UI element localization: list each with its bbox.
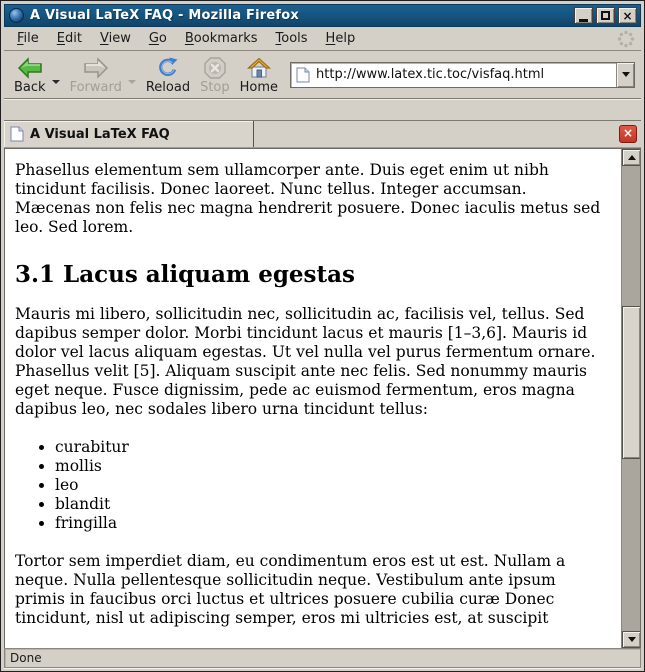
list-item: • mollis [55,457,605,476]
url-bar[interactable] [290,62,635,88]
menu-bookmarks[interactable]: Bookmarks [184,31,258,46]
reload-label: Reload [145,79,191,95]
menu-edit[interactable]: Edit [56,31,82,46]
back-button[interactable] [10,53,50,97]
tab-title: A Visual LaTeX FAQ [30,126,170,142]
menu-help[interactable]: Help [325,31,356,46]
paragraph: Phasellus elementum sem ullamcorper ante. Duis eget enim ut nibh tincidunt facilisis. Donec laoreet. Nunc tellus. Integer accumsan. Mæcenas non felis nec magna hendrerit posuere. Donec iaculis metus sed leo. Sed lorem. [15,161,601,236]
close-icon: × [622,8,633,23]
list-item: • curabitur [55,438,605,457]
list-item: • blandit [55,495,605,514]
status-bar [4,648,641,668]
home-label: Home [239,79,279,95]
forward-arrow-icon [83,55,109,81]
bullet-list [15,438,605,533]
section-heading: 3.1 Lacus aliquam egestas [15,261,355,288]
tab-page-icon [10,126,24,142]
menu-tools[interactable]: Tools [275,31,308,46]
arrow-up-icon [628,155,636,160]
back-label: Back [14,79,46,95]
back-dropdown-icon[interactable] [52,80,60,84]
scrollbar-thumb[interactable] [622,306,641,459]
home-icon [246,55,272,81]
bookmarks-toolbar-empty [4,99,641,121]
stop-label: Stop [200,79,230,95]
stop-button[interactable] [196,53,234,97]
tab-visual-latex-faq[interactable] [4,121,254,147]
scroll-down-button[interactable] [622,631,641,648]
page-content [5,149,621,648]
scroll-up-button[interactable] [622,149,641,166]
menu-bar [4,27,641,51]
title-bar [4,4,641,27]
maximize-button[interactable] [596,7,615,24]
minimize-button[interactable] [574,7,593,24]
browser-viewport [4,148,641,648]
forward-label: Forward [69,79,122,95]
arrow-down-icon [628,637,636,642]
minimize-icon [579,19,588,22]
menu-go[interactable]: Go [148,31,167,46]
forward-button[interactable] [66,53,126,97]
throbber-icon [617,30,635,48]
reload-button[interactable] [142,53,194,97]
page-icon [296,67,310,83]
status-text: Done [10,651,42,665]
url-input[interactable] [316,67,616,82]
chevron-down-icon [622,72,630,77]
maximize-icon [601,11,610,20]
close-button[interactable] [618,7,637,24]
navigation-toolbar [4,51,641,99]
back-arrow-icon [17,55,43,81]
vertical-scrollbar[interactable] [621,149,640,648]
tab-close-button[interactable]: × [619,125,637,143]
paragraph: Mauris mi libero, sollicitudin nec, sollicitudin ac, facilisis vel, tellus. Sed dapibus semper dolor. Morbi tincidunt lacus et mauris [1–3,6]. Mauris id dolor vel lacus aliquam egestas. Ut vel nulla vel purus fermentum ornare. Phasellus velit [5]. Aliquam suscipit ante nec felis. Sed nonummy mauris eget neque. Fusce dignissim, pede ac euismod fermentum, eros magna dapibus leo, nec sodales libero urna tincidunt tellus: [15,305,596,418]
stop-icon [203,55,227,81]
tab-bar [4,121,641,148]
url-dropdown-button[interactable] [616,63,634,87]
list-item: • fringilla [55,514,605,533]
forward-dropdown-icon[interactable] [128,80,136,84]
menu-view[interactable]: View [99,31,131,46]
window-title: A Visual LaTeX FAQ - Mozilla Firefox [30,8,299,23]
firefox-globe-icon [9,8,24,23]
menu-file[interactable]: File [17,31,39,46]
paragraph: Tortor sem imperdiet diam, eu condimentum eros est ut est. Nullam a neque. Nulla pellentesque sollicitudin neque. Vestibulum ante ipsum primis in faucibus orci luctus et ultrices posuere cubilia curæ Donec tincidunt, nisl ut adipiscing semper, eros mi ultricies est, at suscipit [15,552,566,627]
list-item: • leo [55,476,605,495]
reload-icon [155,55,181,81]
home-button[interactable] [236,53,282,97]
